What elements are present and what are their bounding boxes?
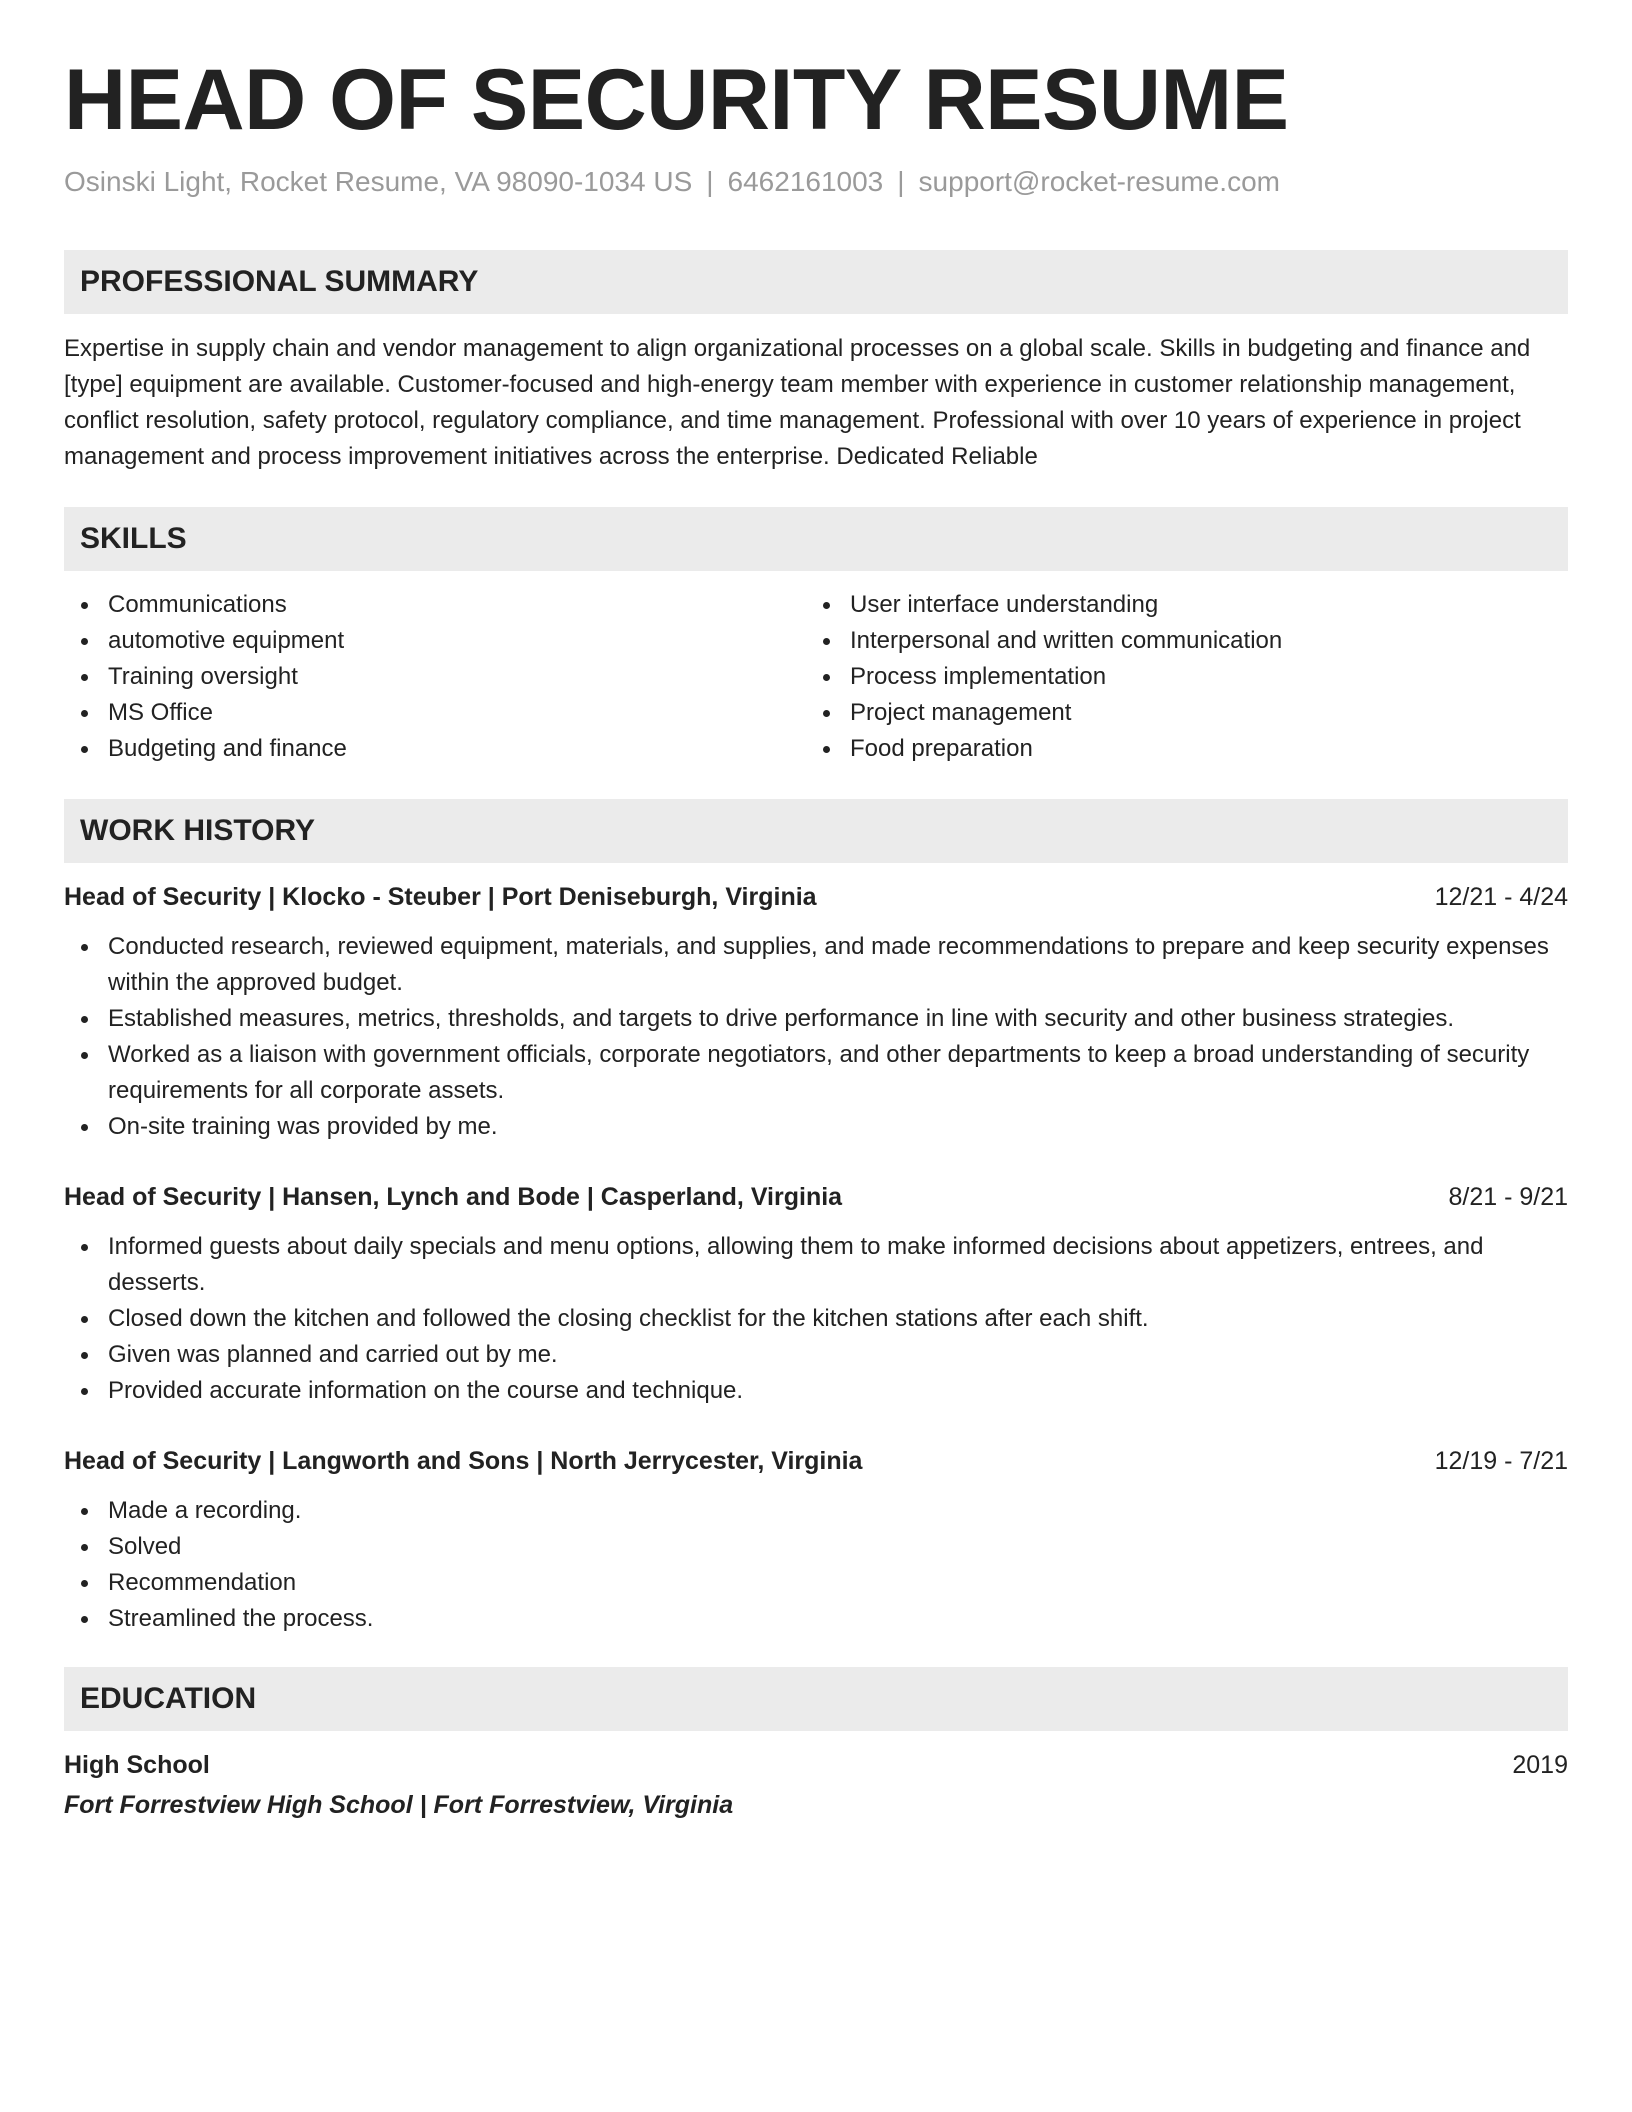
contact-separator: | [706, 166, 714, 197]
section-header-education: EDUCATION [64, 1667, 1568, 1731]
education-header [64, 1747, 1568, 1783]
skills-list [64, 587, 1568, 767]
skill-item: Project management [806, 695, 1548, 731]
contact-phone: 6462161003 [727, 166, 884, 197]
resume-title: HEAD OF SECURITY RESUME [64, 52, 1289, 148]
skill-item: automotive equipment [64, 623, 806, 659]
job-title: Head of Security | Hansen, Lynch and Bode | Casperland, Virginia [64, 1183, 843, 1211]
job-bullets [64, 1229, 1568, 1409]
contact-email: support@rocket-resume.com [918, 166, 1280, 197]
job-header [64, 1443, 1568, 1479]
job-dates: 12/21 - 4/24 [1434, 883, 1568, 911]
skill-item: MS Office [64, 695, 806, 731]
resume-page [64, 0, 1568, 1823]
education-year: 2019 [1512, 1751, 1568, 1779]
job-title: Head of Security | Klocko - Steuber | Port Deniseburgh, Virginia [64, 883, 817, 911]
job-bullet: Streamlined the process. [64, 1601, 1568, 1637]
summary-text: Expertise in supply chain and vendor management to align organizational processes on a global scale. Skills in budgeting and finance and [type] equipment are available. Customer-focused and high-energy team member with experience in customer relationship management, conflict resolution, safety protocol, regulatory compliance, and time management. Professional with over 10 years of experience in project management and process improvement initiatives across the enterprise. Dedicated Reliable [64, 335, 1531, 470]
contact-separator: | [897, 166, 905, 197]
job-dates: 12/19 - 7/21 [1434, 1447, 1568, 1475]
job-bullet: Worked as a liaison with government officials, corporate negotiators, and other departments to keep a broad understanding of security requirements for all corporate assets. [64, 1037, 1568, 1109]
job-bullet: Established measures, metrics, thresholds, and targets to drive performance in line with security and other business strategies. [64, 1001, 1568, 1037]
job-bullets [64, 929, 1568, 1145]
job-bullet: On-site training was provided by me. [64, 1109, 1568, 1145]
job-header [64, 1179, 1568, 1215]
section-header-summary: PROFESSIONAL SUMMARY [64, 250, 1568, 314]
job-bullet: Given was planned and carried out by me. [64, 1337, 1568, 1373]
job-entry [64, 879, 1568, 1145]
skill-item: Budgeting and finance [64, 731, 806, 767]
contact-address: Osinski Light, Rocket Resume, VA 98090-1034 US [64, 166, 693, 197]
skills-column-left [64, 587, 806, 767]
job-header [64, 879, 1568, 915]
skill-item: Process implementation [806, 659, 1548, 695]
skill-item: Training oversight [64, 659, 806, 695]
skill-item: Communications [64, 587, 806, 623]
skill-item: User interface understanding [806, 587, 1548, 623]
job-bullet: Closed down the kitchen and followed the closing checklist for the kitchen stations after each shift. [64, 1301, 1568, 1337]
job-bullets [64, 1493, 1568, 1637]
skill-item: Interpersonal and written communication [806, 623, 1548, 659]
section-header-work-history: WORK HISTORY [64, 799, 1568, 863]
job-bullet: Conducted research, reviewed equipment, materials, and supplies, and made recommendations to prepare and keep security expenses within the approved budget. [64, 929, 1568, 1001]
skills-column-right [806, 587, 1548, 767]
job-entry [64, 1179, 1568, 1409]
job-bullet: Made a recording. [64, 1493, 1568, 1529]
job-bullet: Provided accurate information on the course and technique. [64, 1373, 1568, 1409]
job-bullet: Solved [64, 1529, 1568, 1565]
job-bullet: Informed guests about daily specials and menu options, allowing them to make informed decisions about appetizers, entrees, and desserts. [64, 1229, 1568, 1301]
job-dates: 8/21 - 9/21 [1448, 1183, 1568, 1211]
job-title: Head of Security | Langworth and Sons | North Jerrycester, Virginia [64, 1447, 863, 1475]
job-entry [64, 1443, 1568, 1637]
job-bullet: Recommendation [64, 1565, 1568, 1601]
education-degree: High School [64, 1751, 210, 1779]
contact-line [64, 165, 1568, 199]
section-header-skills: SKILLS [64, 507, 1568, 571]
skill-item: Food preparation [806, 731, 1548, 767]
education-school: Fort Forrestview High School | Fort Forrestview, Virginia [64, 1791, 734, 1819]
